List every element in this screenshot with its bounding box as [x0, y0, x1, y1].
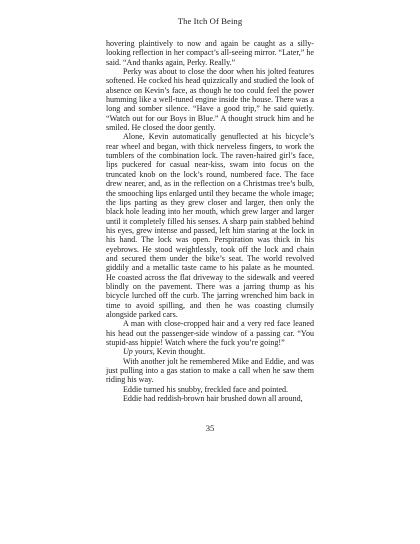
- page-number: 35: [205, 423, 215, 433]
- paragraph: With another jolt he remembered Mike and Eddie, and was just pulling into a gas station to make a call when he saw them riding his way.: [106, 356, 314, 385]
- paragraph: Eddie had reddish-brown hair brushed down all around,: [123, 394, 303, 404]
- paragraph: Eddie turned his snubby, freckled face and pointed.: [123, 384, 289, 394]
- paragraph-text: , Kevin thought.: [152, 347, 206, 357]
- paragraph: hovering plaintively to now and again be caught as a silly-looking reflection in her compact’s all-seeing mirror. “Later,” he said. “And thanks again, Perky. Really.”: [106, 39, 314, 67]
- italic-phrase: Up yours: [123, 347, 153, 357]
- paragraph: A man with close-cropped hair and a very red face leaned his head out the passenger-side window of a passing car. “You stupid-ass hippie! Watch where the fuck you’re going!”: [106, 319, 314, 347]
- body-text: [106, 39, 314, 403]
- paragraph: Perky was about to close the door when his jolted features softened. He cocked his head quizzically and studied the look of absence on Kevin’s face, as though he too could feel the power humming like a well-tuned engine inside the house. There was a long and somber silence. “Have a good trip,” he said quietly. “Watch out for our Boys in Blue.” A thought struck him and he smiled. He closed the door gently.: [106, 67, 314, 133]
- paragraph: [106, 347, 314, 356]
- paragraph: Alone, Kevin automatically genuflected at his bicycle’s rear wheel and began, with thick nerveless fingers, to work the tumblers of the combination lock. The raven-haired girl’s face, lips puckered for casual near-kiss, swam into focus on the truncated knob on the lock’s round, numbered face. The face drew nearer, and, as in the reflection on a Christmas tree’s bulb, the smooching lips enlarged until they became the whole image; the lips parting as they grew closer and larger, then only the black hole leading into her mouth, which grew larger and larger until it completely filled his senses. A sharp pain stabbed behind his eyes, grew intense and passed, left him staring at the lock in his hand. The lock was open. Perspiration was thick in his eyebrows. He stood weightlessly, took off the lock and chain and secured them under the bike’s seat. The world revolved giddily and a metallic taste came to his palate as he mounted. He coasted across the flat driveway to the sidewalk and veered blindly on the pavement. There was a jarring thump as his bicycle lurched off the curb. The jarring wrenched him back in time to avoid spilling, and then he was coasting clumsily alongside parked cars.: [106, 132, 314, 319]
- running-head: The Itch Of Being: [177, 16, 243, 26]
